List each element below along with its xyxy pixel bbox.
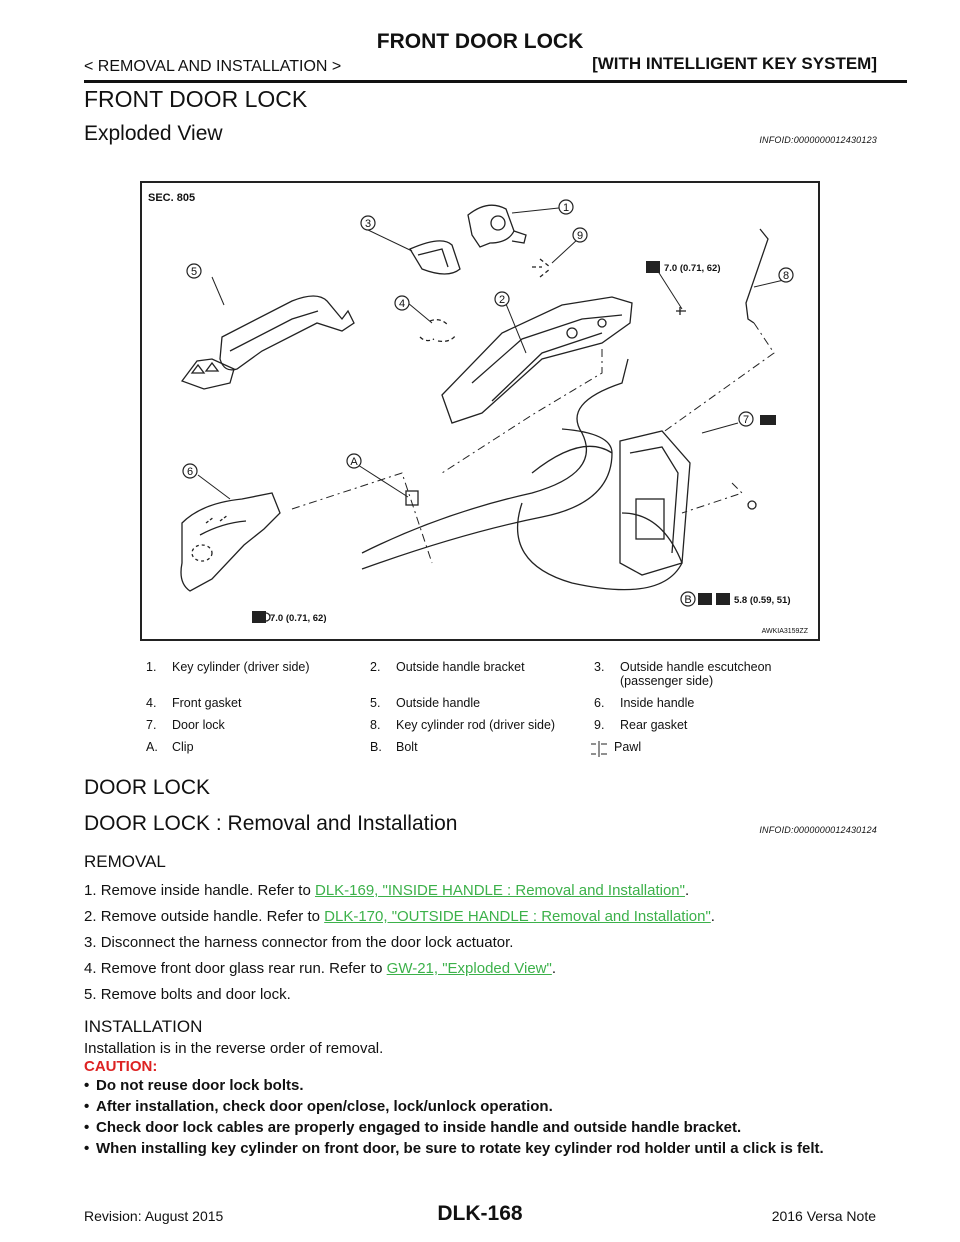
variant-label: [WITH INTELLIGENT KEY SYSTEM]	[592, 54, 877, 73]
section-label: < REMOVAL AND INSTALLATION >	[84, 58, 342, 75]
revision-date: Revision: August 2015	[84, 1208, 224, 1224]
torque-top: 7.0 (0.71, 62)	[664, 263, 721, 274]
legend-item: Key cylinder (driver side)	[172, 660, 310, 674]
legend-item: Front gasket	[172, 696, 242, 710]
page-title: FRONT DOOR LOCK	[84, 86, 308, 112]
legend-row: 4. Front gasket 5. Outside handle 6. Inside handle	[146, 696, 695, 710]
torque-wrench-icon	[716, 593, 730, 605]
step-4: 4. Remove front door glass rear run. Refer to GW-21, "Exploded View".	[84, 960, 557, 977]
caution-item: • Check door lock cables are properly engaged to inside handle and outside handle bracket.	[84, 1119, 742, 1136]
svg-text:7: 7	[742, 414, 750, 426]
legend-row: A. Clip B. Bolt Pawl	[140, 740, 820, 756]
section-number: SEC. 805	[148, 192, 196, 204]
link-dlk-170[interactable]: DLK-170, "OUTSIDE HANDLE : Removal and Installation"	[324, 908, 711, 925]
link-gw-21[interactable]: GW-21, "Exploded View"	[386, 960, 552, 977]
torque-wrench-icon	[252, 611, 266, 623]
legend-item: Rear gasket	[620, 718, 688, 732]
legend-item: Outside handle bracket	[396, 660, 525, 674]
pawl-symbol-icon	[588, 740, 614, 756]
callout-2	[495, 292, 509, 306]
step-2: 2. Remove outside handle. Refer to DLK-170, "OUTSIDE HANDLE : Removal and Installation".	[84, 908, 715, 925]
callout-9	[573, 228, 587, 242]
svg-text:8: 8	[782, 270, 790, 282]
header-rule	[84, 80, 907, 83]
legend-item: Door lock	[172, 718, 225, 732]
legend-item: Bolt	[396, 740, 418, 754]
svg-text:B: B	[684, 594, 692, 606]
svg-text:9: 9	[576, 230, 584, 242]
caution-title: CAUTION:	[84, 1058, 158, 1075]
callout-7	[739, 412, 753, 426]
exploded-view-diagram	[142, 183, 818, 639]
svg-text:A: A	[350, 456, 358, 468]
callout-6	[183, 464, 197, 478]
door-lock-heading: DOOR LOCK	[84, 776, 211, 799]
callout-1	[559, 200, 573, 214]
removal-installation-heading: DOOR LOCK : Removal and Installation	[84, 812, 458, 835]
legend-item: Pawl	[614, 740, 642, 754]
legend-item: Outside handle	[396, 696, 481, 710]
legend-item: Outside handle escutcheon (passenger side)	[620, 660, 772, 688]
exploded-view-heading: Exploded View	[84, 122, 223, 145]
torque-wrench-icon	[646, 261, 660, 273]
installation-text: Installation is in the reverse order of removal.	[84, 1040, 384, 1057]
exploded-view-figure	[140, 181, 820, 641]
callout-B	[681, 592, 695, 606]
torque-bottom-right: 5.8 (0.59, 51)	[734, 595, 791, 606]
installation-heading: INSTALLATION	[84, 1017, 203, 1036]
legend-row: 1. Key cylinder (driver side) 2. Outside handle bracket 3. Outside handle escutcheon (passenger side)	[140, 660, 820, 688]
svg-text:4: 4	[398, 298, 406, 310]
svg-text:2: 2	[498, 294, 506, 306]
svg-text:1: 1	[562, 202, 570, 214]
exploded-view-infoid: INFOID:0000000012430123	[759, 135, 877, 145]
parts-legend	[140, 660, 820, 764]
removal-installation-infoid: INFOID:0000000012430124	[759, 825, 877, 835]
grease-icon	[760, 415, 776, 425]
callout-3	[361, 216, 375, 230]
legend-item: Inside handle	[620, 696, 695, 710]
svg-text:3: 3	[364, 218, 372, 230]
model-name: 2016 Versa Note	[771, 1208, 876, 1224]
page-number: DLK-168	[437, 1202, 523, 1225]
svg-text:5: 5	[190, 266, 198, 278]
do-not-reuse-icon	[698, 593, 712, 605]
callout-5	[187, 264, 201, 278]
caution-item: • Do not reuse door lock bolts.	[84, 1077, 304, 1094]
legend-item: Key cylinder rod (driver side)	[396, 718, 556, 732]
caution-item: • When installing key cylinder on front door, be sure to rotate key cylinder rod holder until a click is felt.	[84, 1140, 824, 1157]
caution-item: • After installation, check door open/close, lock/unlock operation.	[84, 1098, 553, 1115]
step-1: 1. Remove inside handle. Refer to DLK-169, "INSIDE HANDLE : Removal and Installation".	[84, 882, 690, 899]
callout-A	[347, 454, 361, 468]
callout-8	[779, 268, 793, 282]
step-5: 5. Remove bolts and door lock.	[84, 986, 291, 1003]
link-dlk-169[interactable]: DLK-169, "INSIDE HANDLE : Removal and Installation"	[314, 882, 685, 899]
callout-4	[395, 296, 409, 310]
svg-text:6: 6	[186, 466, 194, 478]
legend-item: Clip	[172, 740, 194, 754]
torque-bottom-left: 7.0 (0.71, 62)	[270, 613, 327, 624]
figure-code: AWKIA3159ZZ	[761, 628, 808, 635]
running-header-title: FRONT DOOR LOCK	[376, 30, 584, 53]
removal-heading: REMOVAL	[84, 852, 166, 871]
step-3: 3. Disconnect the harness connector from the door lock actuator.	[84, 934, 514, 951]
legend-row: 7. Door lock 8. Key cylinder rod (driver side) 9. Rear gasket	[146, 718, 688, 732]
